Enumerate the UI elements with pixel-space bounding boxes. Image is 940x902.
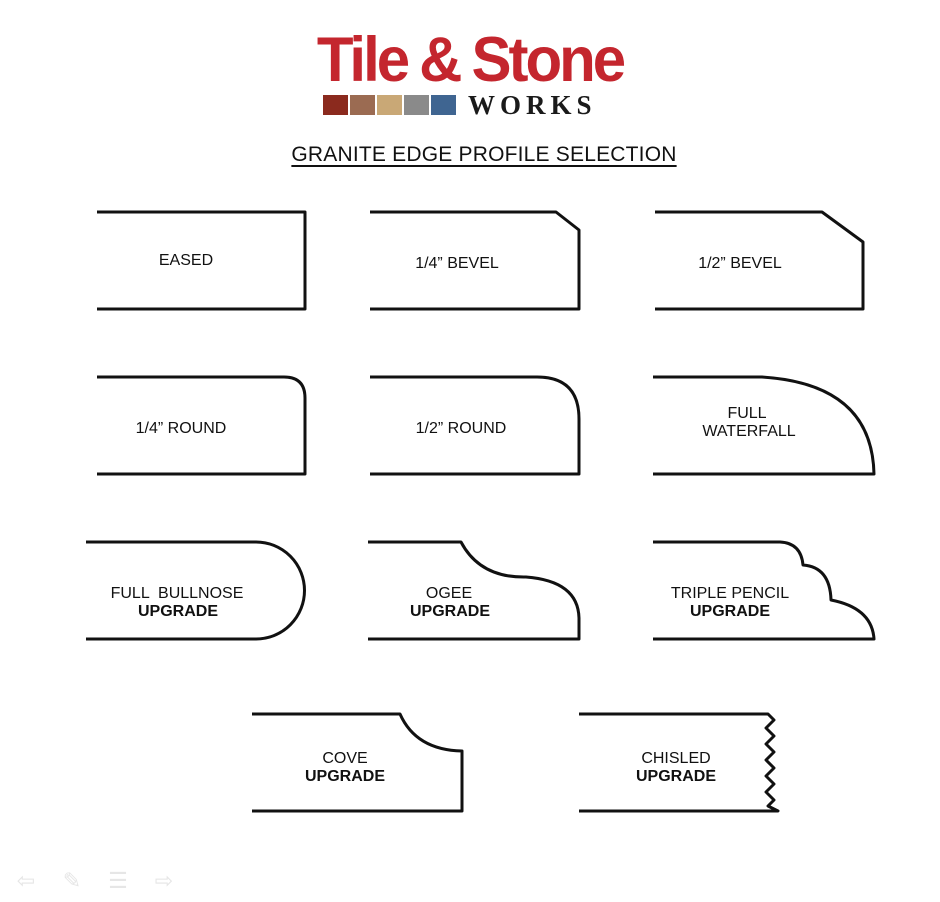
profile-label-chisled: CHISLED [641, 750, 711, 767]
upgrade-badge-ogee: UPGRADE [409, 603, 491, 620]
slide-nav [10, 868, 180, 894]
profile-label-full-waterfall-line1: FULL [727, 405, 767, 422]
menu-icon[interactable]: ☰ [108, 868, 128, 893]
upgrade-badge-full-bullnose: UPGRADE [137, 603, 219, 620]
page-title: GRANITE EDGE PROFILE SELECTION [291, 143, 677, 166]
profile-label-quarter-round: 1/4” ROUND [135, 420, 227, 437]
arrow-left-icon[interactable]: ⇦ [16, 868, 36, 893]
arrow-right-icon[interactable]: ⇨ [154, 868, 174, 893]
profile-shape-ogee [368, 542, 579, 639]
upgrade-badge-triple-pencil: UPGRADE [689, 603, 771, 620]
logo-title-stone: Stone [471, 24, 624, 95]
logo-works: WORKS [468, 90, 597, 120]
profile-label-full-bullnose: FULL BULLNOSE [110, 585, 244, 602]
profile-label-cove: COVE [322, 750, 368, 767]
profile-label-triple-pencil: TRIPLE PENCIL [670, 585, 790, 602]
profile-label-ogee: OGEE [425, 585, 473, 602]
profile-label-half-bevel: 1/2” BEVEL [698, 255, 782, 272]
profile-label-half-round: 1/2” ROUND [415, 420, 507, 437]
pen-icon[interactable]: ✎ [62, 868, 82, 893]
profile-label-eased: EASED [158, 252, 214, 269]
upgrade-badge-cove: UPGRADE [304, 768, 386, 785]
profile-label-full-waterfall-line2: WATERFALL [702, 423, 796, 440]
upgrade-badge-chisled: UPGRADE [635, 768, 717, 785]
logo-title-tile: Tile [316, 24, 408, 95]
profile-label-quarter-bevel: 1/4” BEVEL [415, 255, 499, 272]
logo-title-amp: & [419, 24, 460, 95]
